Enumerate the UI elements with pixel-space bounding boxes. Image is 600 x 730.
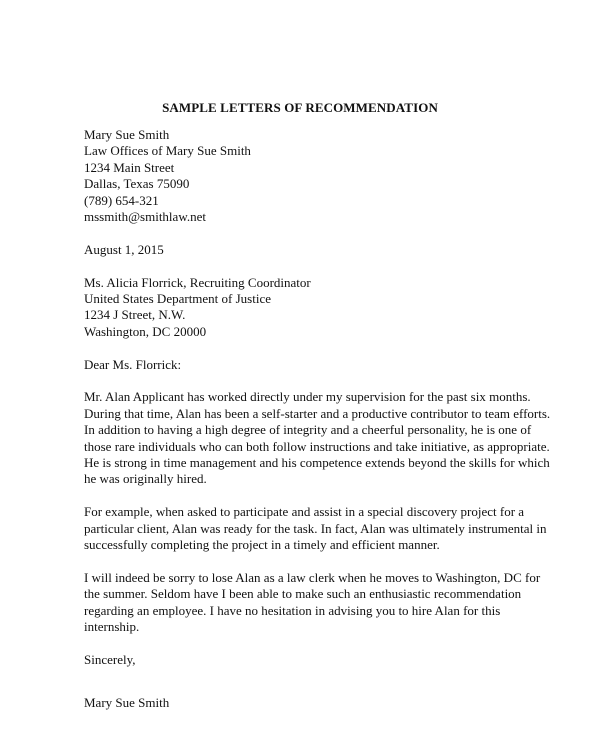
paragraph-line: Mr. Alan Applicant has worked directly under my supervision for the past six months. bbox=[84, 389, 531, 405]
paragraph-line: he was originally hired. bbox=[84, 471, 207, 487]
closing-block bbox=[84, 652, 544, 668]
letter-date: August 1, 2015 bbox=[84, 241, 164, 257]
paragraph-line: the summer. Seldom have I been able to make such an enthusiastic recommendation bbox=[84, 586, 522, 602]
paragraph-line: particular client, Alan was ready for the task. In fact, Alan was ultimately instrumental in bbox=[84, 520, 547, 536]
salutation: Dear Ms. Florrick: bbox=[84, 356, 182, 372]
recipient-street: 1234 J Street, N.W. bbox=[84, 307, 186, 323]
sender-phone: (789) 654-321 bbox=[84, 192, 159, 208]
signature-name: Mary Sue Smith bbox=[84, 695, 170, 711]
body-paragraph-1 bbox=[84, 389, 551, 487]
sender-city-state-zip: Dallas, Texas 75090 bbox=[84, 176, 190, 192]
letter-date-block bbox=[84, 242, 544, 258]
paragraph-line: I will indeed be sorry to lose Alan as a law clerk when he moves to Washington, DC for bbox=[84, 569, 541, 585]
paragraph-line: successfully completing the project in a timely and efficient manner. bbox=[84, 537, 440, 553]
signature-block bbox=[84, 695, 544, 711]
sender-organization: Law Offices of Mary Sue Smith bbox=[84, 143, 251, 159]
paragraph-line: those rare individuals who can both follow instructions and take initiative, as appropriate. bbox=[84, 438, 550, 454]
letter-body bbox=[84, 127, 551, 728]
paragraph-line: For example, when asked to participate and assist in a special discovery project for a bbox=[84, 504, 525, 520]
sender-address-block bbox=[84, 127, 544, 225]
closing: Sincerely, bbox=[84, 651, 136, 667]
paragraph-line: He is strong in time management and his competence extends beyond the skills for which bbox=[84, 455, 550, 471]
sender-email: mssmith@smithlaw.net bbox=[84, 209, 206, 225]
salutation-block bbox=[84, 357, 544, 373]
body-paragraph-3 bbox=[84, 570, 544, 636]
body-paragraph-2 bbox=[84, 504, 547, 553]
paragraph-line: In addition to having a high degree of integrity and a cheerful personality, he is one of bbox=[84, 422, 532, 438]
paragraph-line: regarding an employee. I have no hesitation in advising you to hire Alan for this bbox=[84, 602, 501, 618]
paragraph-line: During that time, Alan has been a self-starter and a productive contributor to team efforts. bbox=[84, 405, 551, 421]
paragraph-line: internship. bbox=[84, 619, 140, 635]
sender-street: 1234 Main Street bbox=[84, 159, 175, 175]
sender-name: Mary Sue Smith bbox=[84, 127, 170, 142]
recipient-organization: United States Department of Justice bbox=[84, 291, 272, 307]
recipient-address-block bbox=[84, 275, 544, 341]
recipient-name-title: Ms. Alicia Florrick, Recruiting Coordinator bbox=[84, 274, 311, 290]
document-title: SAMPLE LETTERS OF RECOMMENDATION bbox=[162, 100, 438, 115]
recipient-city-state-zip: Washington, DC 20000 bbox=[84, 323, 207, 339]
